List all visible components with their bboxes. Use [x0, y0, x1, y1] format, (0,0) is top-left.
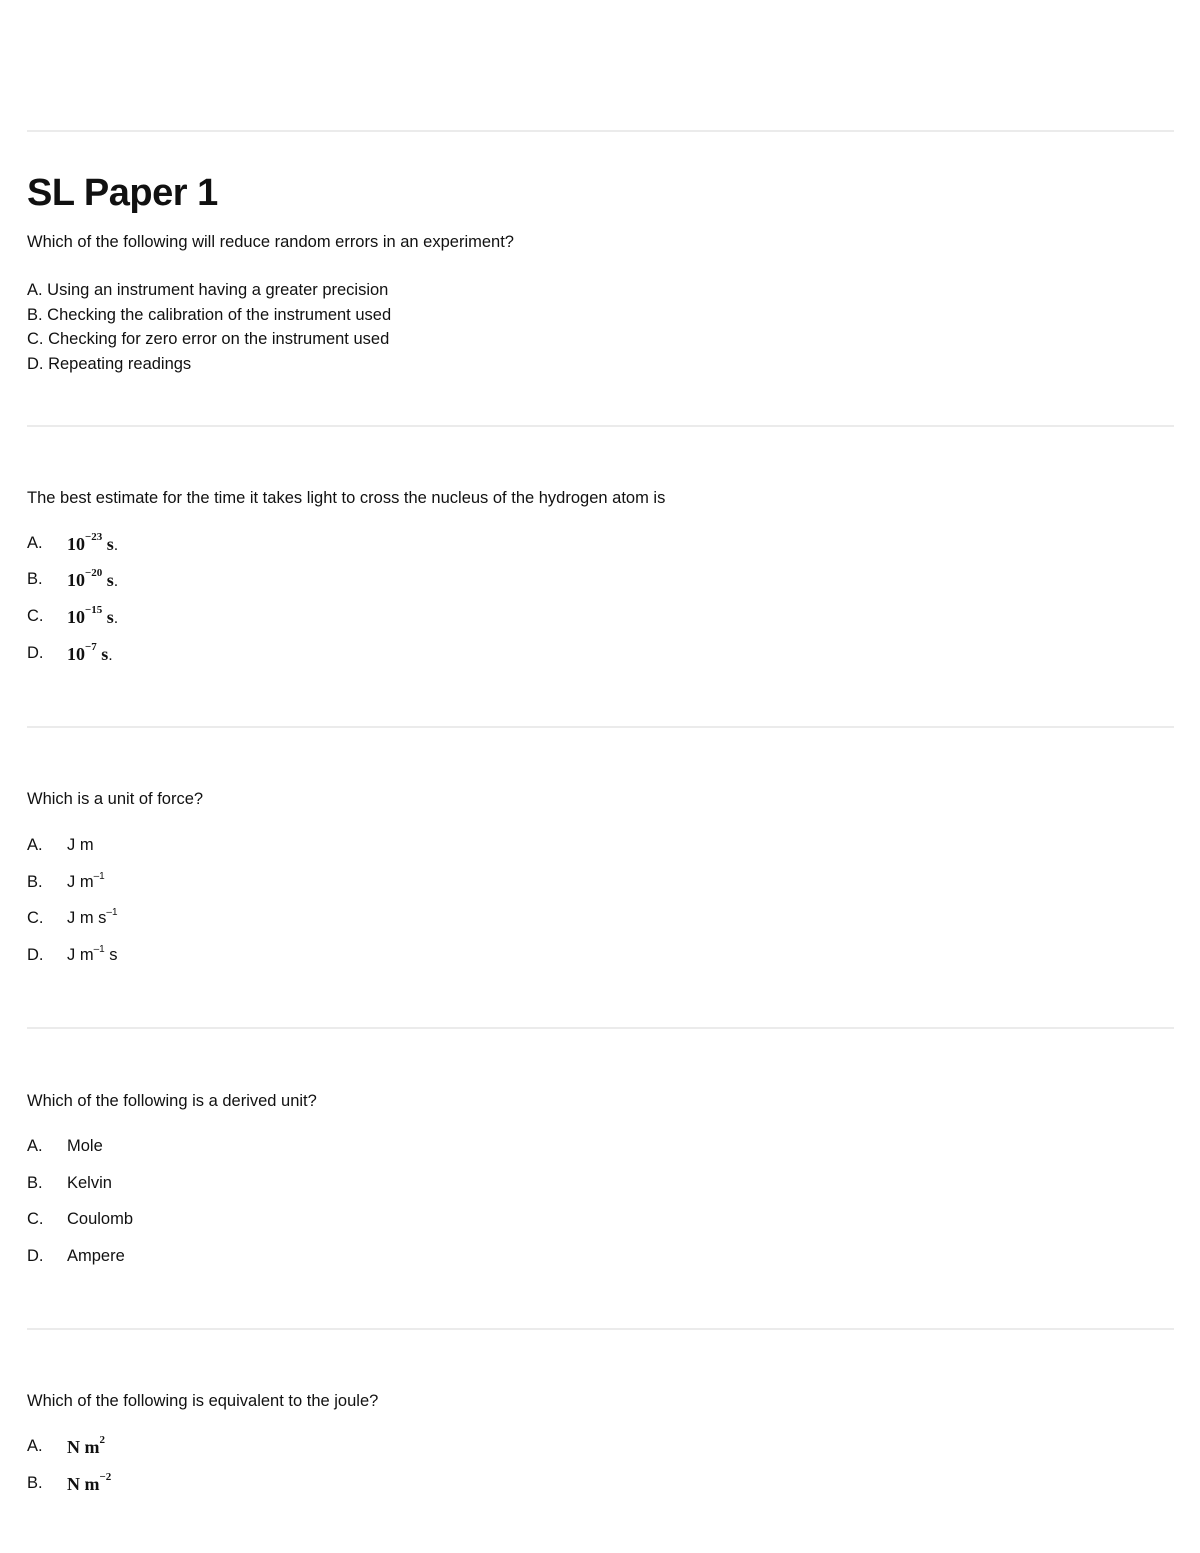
option-period: . — [113, 573, 119, 590]
option-base: 10 — [67, 607, 85, 627]
option-unit: s — [106, 534, 114, 554]
option-unit: s — [106, 570, 114, 590]
option-letter: B. — [27, 873, 43, 891]
option-base: J m — [67, 836, 94, 854]
option-base: 10 — [67, 644, 85, 664]
question-3-text: Which is a unit of force? — [27, 790, 204, 808]
option-letter: B. — [27, 1174, 43, 1192]
option-letter: A. — [27, 534, 43, 552]
option-letter: A. — [27, 836, 43, 854]
option-period: . — [108, 647, 113, 664]
option-answer — [67, 1434, 105, 1458]
option-unit: s — [106, 607, 114, 627]
question-1-option-c: C. Checking for zero error on the instrument used — [27, 330, 390, 348]
option-tail: s — [104, 946, 118, 964]
question-1-option-a: A. Using an instrument having a greater precision — [27, 281, 389, 299]
option-answer — [67, 531, 119, 555]
option-period: . — [113, 610, 119, 627]
option-base: N m — [67, 1474, 100, 1494]
question-1-option-d: D. Repeating readings — [27, 355, 192, 373]
question-1-text: Which of the following will reduce random errors in an experiment? — [27, 233, 514, 251]
question-divider-4 — [27, 1328, 1174, 1330]
option-answer — [67, 604, 119, 628]
option-exponent: –1 — [93, 944, 105, 955]
question-divider-2 — [27, 726, 1174, 728]
option-base: N m — [67, 1437, 100, 1457]
option-answer — [67, 873, 105, 892]
question-divider-1 — [27, 425, 1174, 427]
option-letter: B. — [27, 1474, 43, 1492]
option-exponent: −7 — [85, 641, 97, 653]
option-exponent: −23 — [85, 531, 103, 543]
option-base: 10 — [67, 534, 85, 554]
option-base: 10 — [67, 570, 85, 590]
option-exponent: −20 — [85, 567, 103, 579]
option-letter: A. — [27, 1137, 43, 1155]
option-answer: Kelvin — [67, 1174, 112, 1192]
option-answer — [67, 836, 94, 855]
option-answer — [67, 641, 113, 665]
option-letter: C. — [27, 1210, 44, 1228]
option-answer — [67, 909, 118, 928]
option-base: J m — [67, 946, 94, 964]
option-exponent: −15 — [85, 604, 103, 616]
option-answer: Coulomb — [67, 1210, 134, 1228]
option-letter: A. — [27, 1437, 43, 1455]
option-answer: Mole — [67, 1137, 103, 1155]
option-exponent: −2 — [99, 1471, 112, 1483]
option-unit: s — [101, 644, 109, 664]
option-answer — [67, 1471, 112, 1495]
option-answer — [67, 567, 119, 591]
question-divider-3 — [27, 1027, 1174, 1029]
option-letter: C. — [27, 607, 44, 625]
page-title: SL Paper 1 — [27, 172, 218, 214]
option-answer — [67, 946, 118, 965]
option-period: . — [113, 537, 119, 554]
option-base: J m s — [67, 909, 107, 927]
option-exponent: –1 — [93, 871, 105, 882]
option-base: J m — [67, 873, 94, 891]
option-answer: Ampere — [67, 1247, 125, 1265]
question-5-text: Which of the following is equivalent to the joule? — [27, 1392, 379, 1410]
option-exponent: –1 — [106, 907, 118, 918]
top-divider — [27, 130, 1174, 132]
question-1-option-b: B. Checking the calibration of the instrument used — [27, 306, 392, 324]
option-letter: B. — [27, 570, 43, 588]
question-4-text: Which of the following is a derived unit? — [27, 1092, 317, 1110]
question-2-text: The best estimate for the time it takes light to cross the nucleus of the hydrogen atom is — [27, 489, 666, 507]
option-letter: D. — [27, 644, 44, 662]
option-letter: D. — [27, 1247, 44, 1265]
option-exponent: 2 — [99, 1434, 105, 1446]
option-letter: D. — [27, 946, 44, 964]
option-letter: C. — [27, 909, 44, 927]
